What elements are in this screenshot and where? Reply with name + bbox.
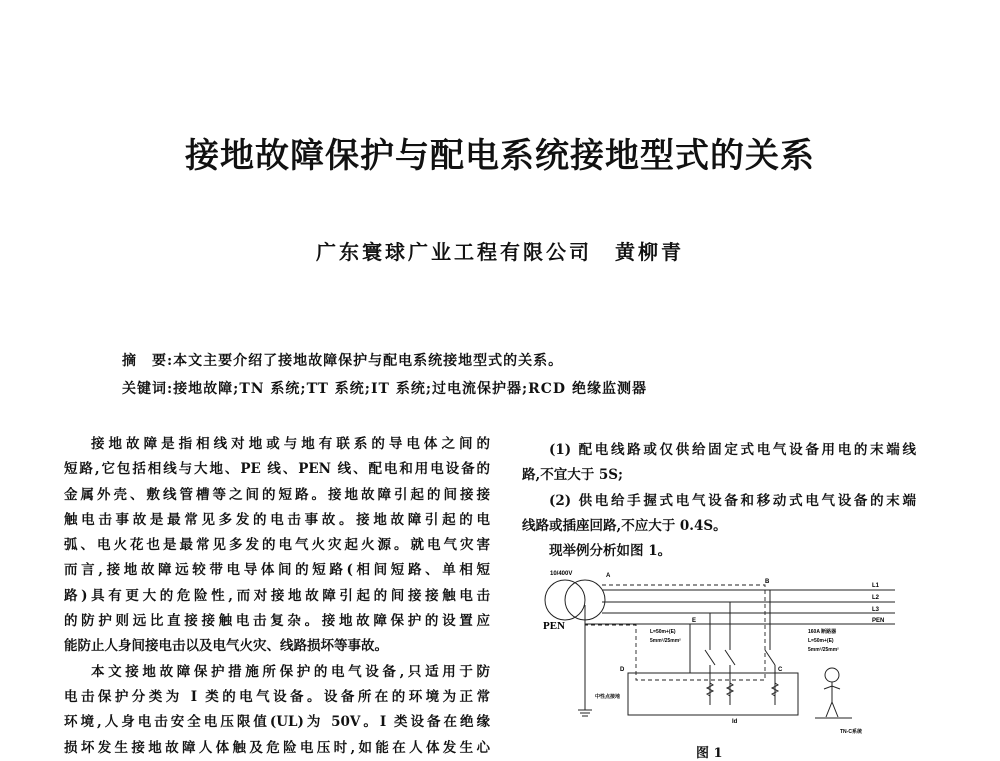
abstract-text: 本文主要介绍了接地故障保护与配电系统接地型式的关系。 xyxy=(173,353,564,369)
text-line: 本文接地故障保护措施所保护的电气设备,只适用于防 xyxy=(91,663,490,680)
text-line: 电击保护分类为 I 类的电气设备。设备所在的环境为正常 xyxy=(64,688,490,705)
fault-current-label: Id xyxy=(732,719,738,725)
text-line: 弧、电火花也是最常见多发的电气火灾起火源。就电气灾害 xyxy=(64,537,490,554)
keywords-text: 接地故障;TN 系统;TT 系统;IT 系统;过电流保护器;RCD 绝缘监测器 xyxy=(173,381,647,397)
breaker-label: 160A 断路器 xyxy=(808,629,837,635)
text-line: 环境,人身电击安全电压限值(UL)为 50V。I 类设备在绝缘 xyxy=(64,714,490,731)
text-line: 线路或插座回路,不应大于 0.4S。 xyxy=(522,517,727,534)
text-line: (1) 配电线路或仅供给固定式电气设备用电的末端线 xyxy=(549,442,916,458)
cable-right-size: 5mm²/25mm² xyxy=(808,647,839,653)
keywords xyxy=(122,378,647,398)
tn-c-system-diagram xyxy=(540,565,900,740)
text-line: 路)具有更大的危险性,而对接地故障引起的间接接触电击 xyxy=(64,587,490,604)
text-line: 金属外壳、敷线管槽等之间的短路。接地故障引起的间接接 xyxy=(64,486,490,503)
l1-label: L1 xyxy=(872,583,880,589)
text-line: 的防护则远比直接接触电击复杂。接地故障保护的设置应 xyxy=(64,613,490,630)
pen-label: PEN xyxy=(872,618,885,624)
l2-label: L2 xyxy=(872,595,880,601)
text-line: 损坏发生接地故障人体触及危险电压时,如能在人体发生心 xyxy=(64,739,490,756)
transformer-label: 10/400V xyxy=(550,571,573,577)
abstract xyxy=(122,350,563,370)
point-b-label: B xyxy=(765,579,770,585)
abstract-label: 摘 要: xyxy=(122,353,174,369)
right-column xyxy=(522,438,916,564)
point-d-label: D xyxy=(620,667,625,673)
left-column xyxy=(64,432,490,761)
text-line: 现举例分析如图 1。 xyxy=(549,543,672,560)
point-a-label: A xyxy=(606,573,611,579)
text-line: 而言,接地故障远较带电导体间的短路(相间短路、单相短 xyxy=(64,562,490,579)
text-line: 触电击事故是最常见多发的电击事故。接地故障引起的电 xyxy=(64,511,490,528)
keywords-label: 关键词: xyxy=(122,381,174,397)
cable-left-size: 5mm²/25mm² xyxy=(650,638,681,644)
text-line: 短路,它包括相线与大地、PE 线、PEN 线、配电和用电设备的 xyxy=(64,461,490,478)
cable-right-length: L=50m+(E) xyxy=(808,638,834,644)
pen-transformer-label: PEN xyxy=(543,620,565,632)
cable-left-length: L=50m+(E) xyxy=(650,629,676,635)
point-e-label: E xyxy=(692,618,697,624)
system-label: TN-C系统 xyxy=(840,729,862,735)
person-figure xyxy=(825,668,839,682)
figure-caption: 图 1 xyxy=(696,746,723,761)
l3-label: L3 xyxy=(872,607,880,613)
text-line: 路,不宜大于 5S; xyxy=(522,467,624,484)
paper-title: 接地故障保护与配电系统接地型式的关系 xyxy=(185,136,815,176)
author-line: 广东寰球广业工程有限公司 黄柳青 xyxy=(316,240,684,264)
neutral-earth-label: 中性点接地 xyxy=(595,694,621,700)
text-line: 能防止人身间接电击以及电气火灾、线路损坏等事故。 xyxy=(64,638,388,655)
text-line: 接地故障是指相线对地或与地有联系的导电体之间的 xyxy=(91,436,490,452)
point-c-label: C xyxy=(778,667,783,673)
text-line: (2) 供电给手握式电气设备和移动式电气设备的末端 xyxy=(549,492,916,509)
